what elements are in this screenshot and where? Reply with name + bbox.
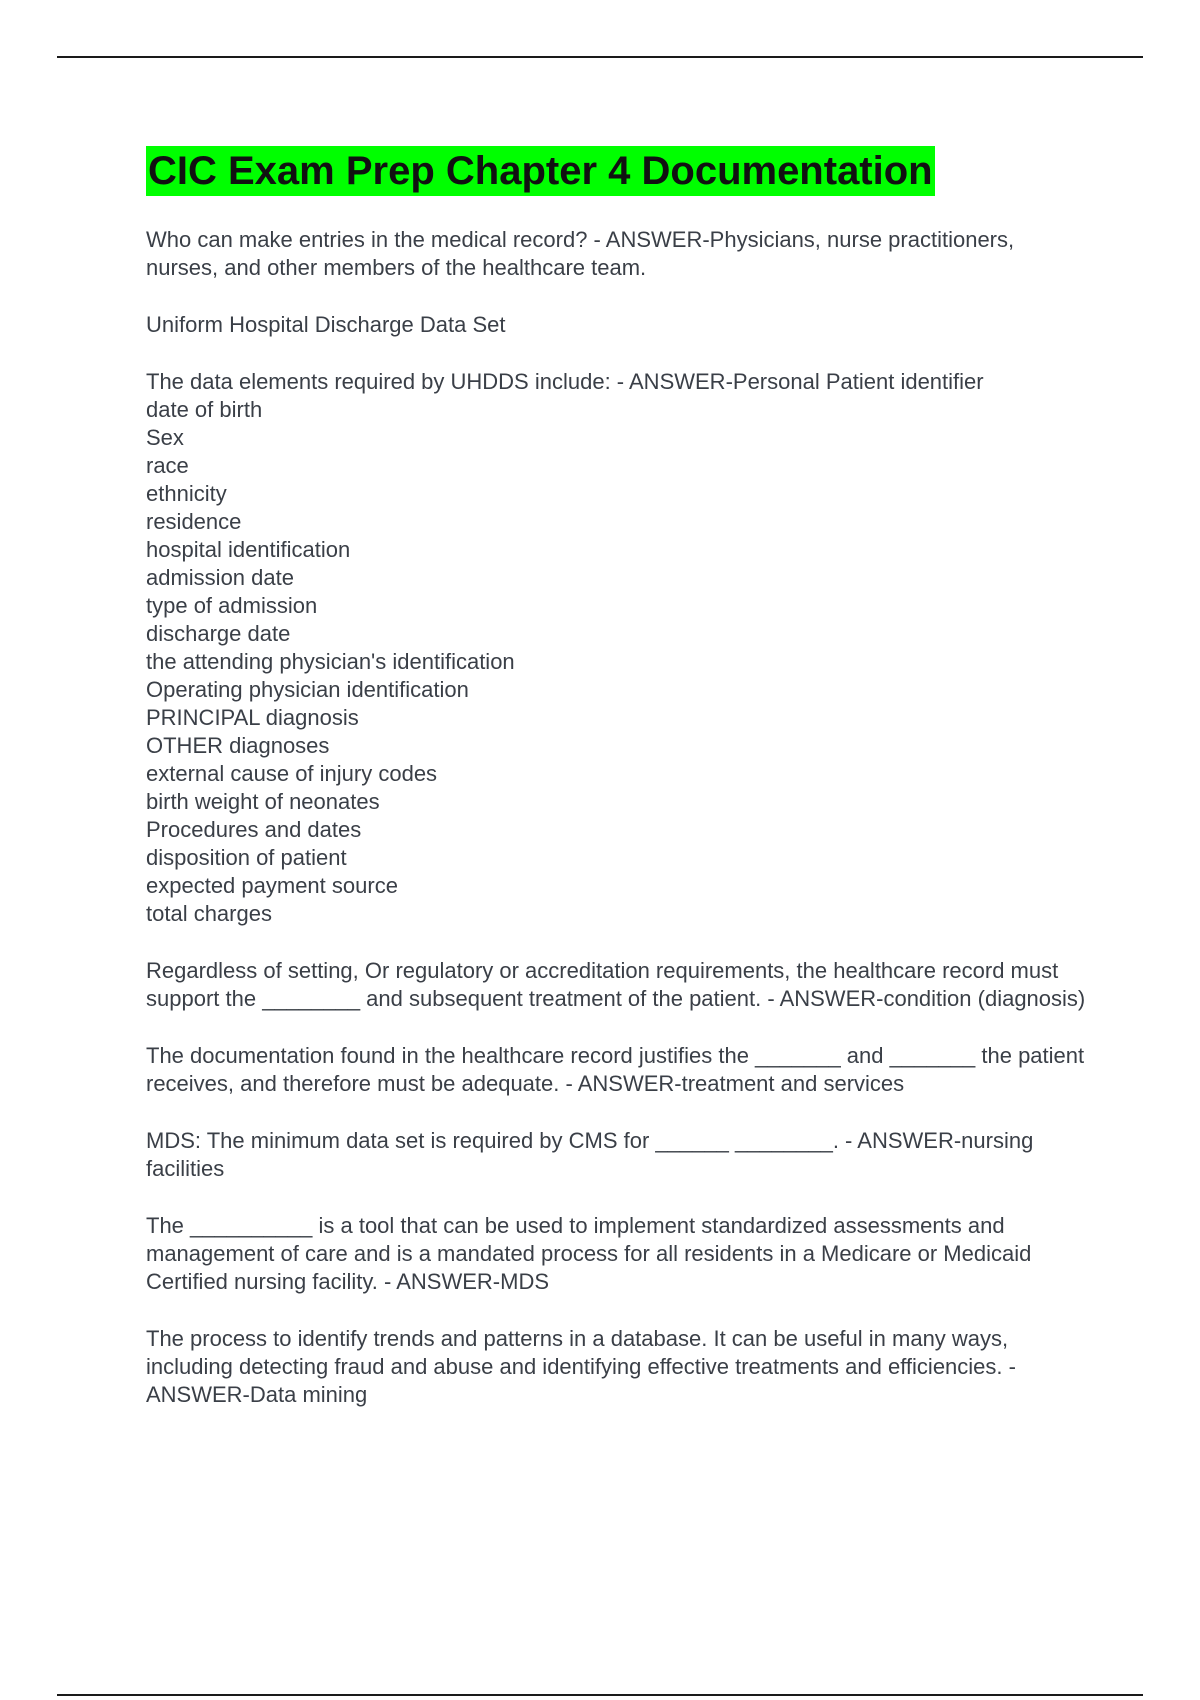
list-item: type of admission	[146, 593, 318, 618]
qa-entry-1: Who can make entries in the medical record? - ANSWER-Physicians, nurse practitioners, nurses, and other members of the healthcare team.	[146, 227, 1015, 280]
list-item: date of birth	[146, 397, 263, 422]
qa-entry-4: Regardless of setting, Or regulatory or accreditation requirements, the healthcare record must support the ________ and subsequent treatment of the patient. - ANSWER-condition (diagnosis)	[146, 958, 1086, 1011]
list-item: external cause of injury codes	[146, 761, 438, 786]
list-item: OTHER diagnoses	[146, 733, 330, 758]
list-item: total charges	[146, 901, 272, 926]
qa-entry-3-intro: The data elements required by UHDDS include: - ANSWER-Personal Patient identifier	[146, 369, 984, 394]
bottom-divider	[57, 1694, 1143, 1696]
list-item: the attending physician's identification	[146, 649, 515, 674]
list-item: admission date	[146, 565, 294, 590]
qa-entry-5: The documentation found in the healthcare record justifies the _______ and _______ the patient receives, and therefore must be adequate. - ANSWER-treatment and services	[146, 1043, 1085, 1096]
document-title: CIC Exam Prep Chapter 4 Documentation	[146, 146, 935, 196]
qa-entry-8: The process to identify trends and patterns in a database. It can be useful in many ways, including detecting fraud and abuse and identifying effective treatments and efficiencies. - ANSWER-Data mining	[146, 1326, 1016, 1407]
list-item: ethnicity	[146, 481, 227, 506]
list-item: Procedures and dates	[146, 817, 362, 842]
list-item: expected payment source	[146, 873, 398, 898]
list-item: race	[146, 453, 189, 478]
uhdds-elements-list	[146, 396, 1086, 928]
qa-entry-6: MDS: The minimum data set is required by CMS for ______ ________. - ANSWER-nursing facilities	[146, 1128, 1034, 1181]
qa-entry-2: Uniform Hospital Discharge Data Set	[146, 312, 506, 337]
qa-entry-3	[146, 368, 1086, 928]
list-item: birth weight of neonates	[146, 789, 380, 814]
top-divider	[57, 56, 1143, 58]
qa-entry-7: The __________ is a tool that can be used to implement standardized assessments and management of care and is a mandated process for all residents in a Medicare or Medicaid Certified nursing facility. - ANSWER-MDS	[146, 1213, 1032, 1294]
list-item: residence	[146, 509, 242, 534]
list-item: Sex	[146, 425, 184, 450]
list-item: PRINCIPAL diagnosis	[146, 705, 359, 730]
list-item: hospital identification	[146, 537, 351, 562]
list-item: disposition of patient	[146, 845, 347, 870]
list-item: Operating physician identification	[146, 677, 469, 702]
list-item: discharge date	[146, 621, 291, 646]
document-body	[146, 146, 1086, 1409]
